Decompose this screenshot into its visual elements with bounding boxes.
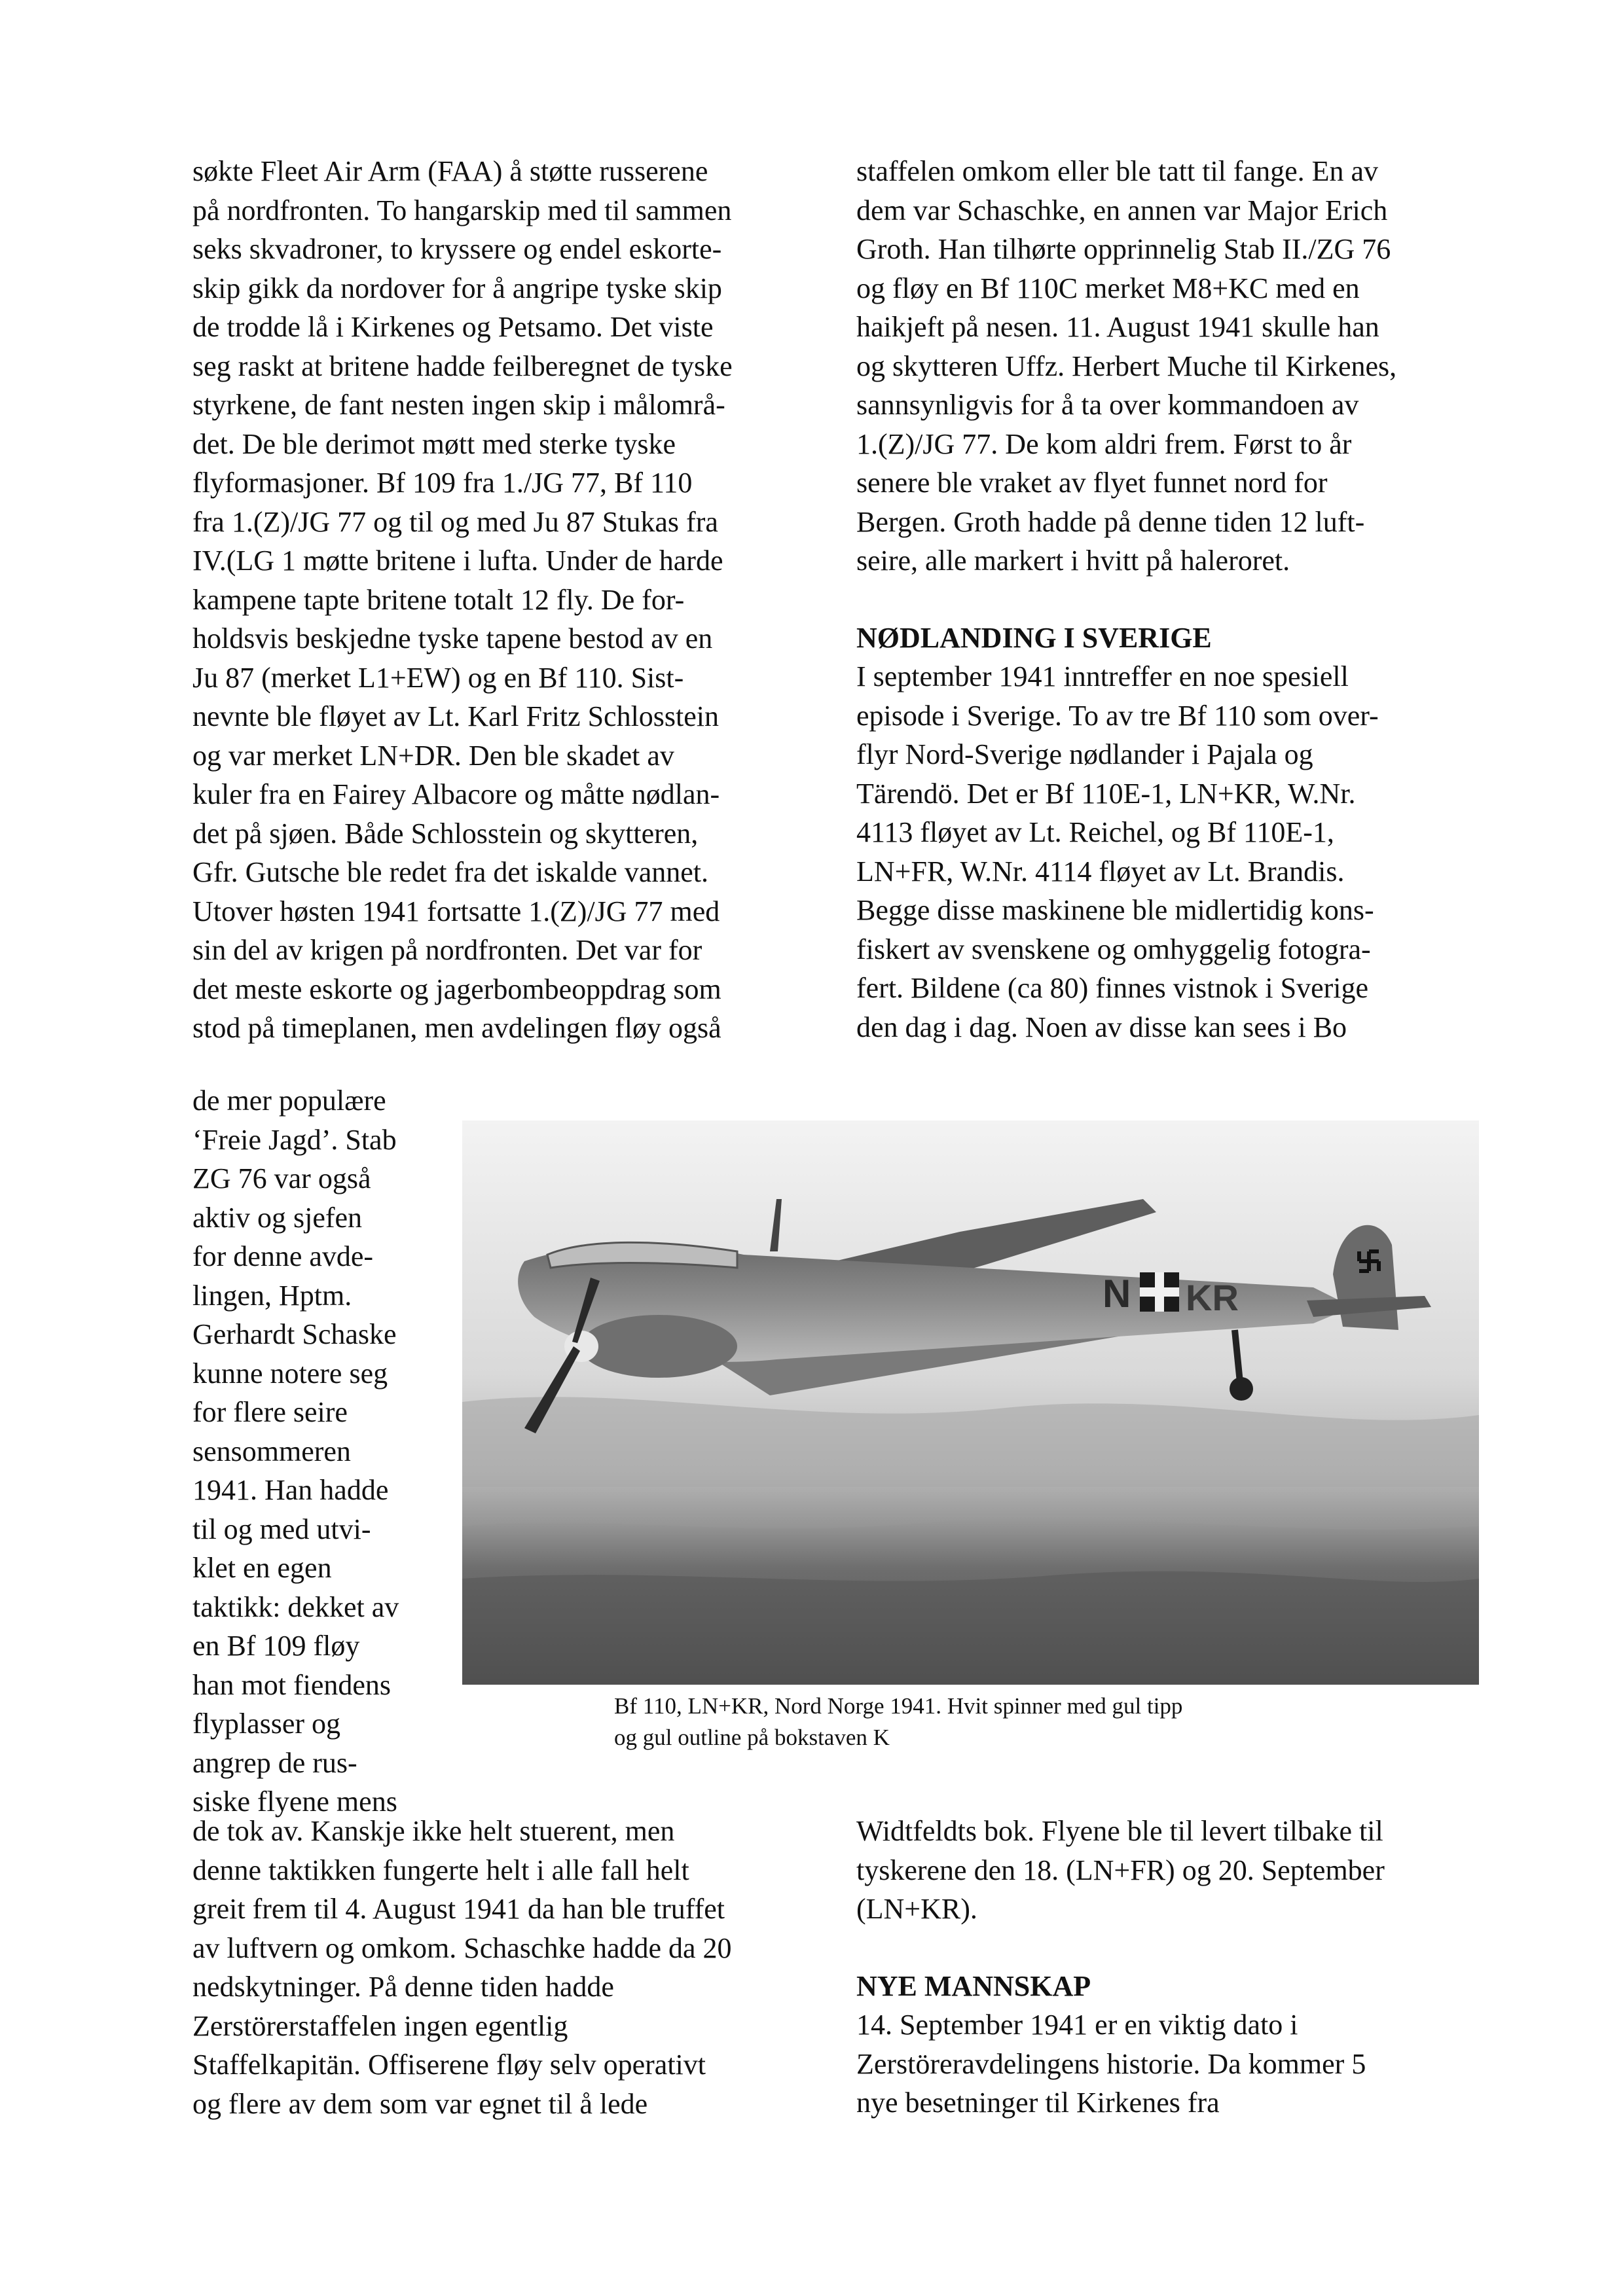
left-top-line: seks skvadroner, to kryssere og endel eskorte- bbox=[192, 233, 722, 265]
right-paragraph-groth bbox=[856, 152, 1396, 581]
left-wrap-line: flyplasser og bbox=[192, 1708, 341, 1740]
right-mid-line: 4113 fløyet av Lt. Reichel, og Bf 110E-1, bbox=[856, 816, 1334, 848]
left-wrap-line: en Bf 109 fløy bbox=[192, 1630, 360, 1662]
left-top-line: Gfr. Gutsche ble redet fra det iskalde vannet. bbox=[192, 856, 709, 888]
left-wrap-line: kunne notere seg bbox=[192, 1357, 388, 1390]
left-top-line: stod på timeplanen, men avdelingen fløy også bbox=[192, 1012, 721, 1044]
right-mid-line: Tärendö. Det er Bf 110E-1, LN+KR, W.Nr. bbox=[856, 777, 1356, 810]
left-top-line: sin del av krigen på nordfronten. Det var for bbox=[192, 934, 702, 966]
right-bottom-line: tyskerene den 18. (LN+FR) og 20. September bbox=[856, 1854, 1385, 1886]
caption-line: og gul outline på bokstaven K bbox=[614, 1725, 890, 1750]
left-column-bottom bbox=[192, 1812, 732, 2123]
left-top-line: IV.(LG 1 møtte britene i lufta. Under de harde bbox=[192, 545, 723, 577]
left-top-line: skip gikk da nordover for å angripe tyske skip bbox=[192, 272, 722, 304]
left-top-line: Ju 87 (merket L1+EW) og en Bf 110. Sist- bbox=[192, 661, 684, 694]
left-bottom-line: Staffelkapitän. Offiserene fløy selv operativt bbox=[192, 2049, 706, 2081]
left-wrap-line: klet en egen bbox=[192, 1552, 332, 1584]
right-paragraph-widtfeldt bbox=[856, 1812, 1385, 1929]
right-top-line: seire, alle markert i hvitt på haleroret. bbox=[856, 545, 1290, 577]
left-top-line: de trodde lå i Kirkenes og Petsamo. Det viste bbox=[192, 311, 714, 343]
left-wrap-line: 1941. Han hadde bbox=[192, 1474, 389, 1506]
balkenkreuz-white-v bbox=[1155, 1272, 1164, 1312]
right-paragraph-sverige bbox=[856, 657, 1396, 1047]
right-top-line: haikjeft på nesen. 11. August 1941 skulle han bbox=[856, 311, 1379, 343]
right-end-line: nye besetninger til Kirkenes fra bbox=[856, 2087, 1220, 2119]
left-wrap-line: sensommeren bbox=[192, 1435, 351, 1467]
left-wrap-line: siske flyene mens bbox=[192, 1785, 397, 1818]
left-wrap-line: for denne avde- bbox=[192, 1240, 374, 1272]
photo-caption bbox=[614, 1691, 1182, 1753]
right-end-line: Zerstöreravdelingens historie. Da kommer 5 bbox=[856, 2047, 1366, 2080]
landscape-ridge bbox=[462, 1571, 1479, 1685]
left-top-line: flyformasjoner. Bf 109 fra 1./JG 77, Bf 110 bbox=[192, 467, 693, 499]
left-top-line: det på sjøen. Både Schlosstein og skytteren, bbox=[192, 817, 699, 850]
left-top-line: kampene tapte britene totalt 12 fly. De for- bbox=[192, 583, 685, 616]
right-top-line: staffelen omkom eller ble tatt til fange. En av bbox=[856, 155, 1379, 187]
right-top-line: Groth. Han tilhørte opprinnelig Stab II./ZG 76 bbox=[856, 233, 1391, 265]
right-top-line: 1.(Z)/JG 77. De kom aldri frem. Først to år bbox=[856, 427, 1352, 460]
right-mid-line: LN+FR, W.Nr. 4114 fløyet av Lt. Brandis. bbox=[856, 855, 1345, 888]
left-top-line: kuler fra en Fairey Albacore og måtte nødlan- bbox=[192, 778, 720, 810]
left-top-line: på nordfronten. To hangarskip med til sammen bbox=[192, 194, 732, 226]
left-bottom-line: greit frem til 4. August 1941 da han ble truffet bbox=[192, 1893, 725, 1925]
right-paragraph-mannskap bbox=[856, 2005, 1385, 2123]
left-top-line: det meste eskorte og jagerbombeoppdrag som bbox=[192, 973, 721, 1005]
left-wrap-line: til og med utvi- bbox=[192, 1513, 371, 1545]
left-wrap-line: Gerhardt Schaske bbox=[192, 1318, 397, 1350]
right-mid-line: fert. Bildene (ca 80) finnes vistnok i Sverige bbox=[856, 972, 1369, 1004]
right-mid-line: flyr Nord-Sverige nødlander i Pajala og bbox=[856, 738, 1313, 770]
left-top-line: nevnte ble fløyet av Lt. Karl Fritz Schlosstein bbox=[192, 700, 720, 732]
left-top-line: det. De ble derimot møtt med sterke tyske bbox=[192, 427, 676, 460]
right-top-line: senere ble vraket av flyet funnet nord for bbox=[856, 467, 1328, 499]
right-top-line: og skytteren Uffz. Herbert Muche til Kirkenes, bbox=[856, 350, 1397, 382]
left-wrap-line: ZG 76 var også bbox=[192, 1162, 371, 1194]
left-bottom-line: denne taktikken fungerte helt i alle fall helt bbox=[192, 1854, 689, 1886]
left-wrap-line: aktiv og sjefen bbox=[192, 1201, 363, 1234]
right-top-line: Bergen. Groth hadde på denne tiden 12 luft- bbox=[856, 505, 1365, 538]
right-top-line: dem var Schaschke, en annen var Major Erich bbox=[856, 194, 1388, 226]
left-wrap-line: angrep de rus- bbox=[192, 1746, 357, 1779]
right-top-line: og fløy en Bf 110C merket M8+KC med en bbox=[856, 272, 1360, 304]
left-top-line: og var merket LN+DR. Den ble skadet av bbox=[192, 739, 674, 772]
left-wrap-line: lingen, Hptm. bbox=[192, 1279, 352, 1312]
right-end-line: 14. September 1941 er en viktig dato i bbox=[856, 2009, 1298, 2041]
left-wrap-line: de mer populære bbox=[192, 1085, 386, 1117]
right-bottom-line: Widtfeldts bok. Flyene ble til levert tilbake til bbox=[856, 1815, 1383, 1847]
right-mid-line: Begge disse maskinene ble midlertidig kons- bbox=[856, 894, 1374, 926]
right-mid-line: episode i Sverige. To av tre Bf 110 som over- bbox=[856, 699, 1379, 732]
left-wrap-line: for flere seire bbox=[192, 1396, 348, 1428]
left-bottom-line: nedskytninger. På denne tiden hadde bbox=[192, 1971, 614, 2003]
left-top-line: seg raskt at britene hadde feilberegnet de tyske bbox=[192, 350, 733, 382]
left-bottom-line: av luftvern og omkom. Schaschke hadde da 20 bbox=[192, 1931, 732, 1964]
left-wrap-line: ‘Freie Jagd’. Stab bbox=[192, 1123, 397, 1156]
left-column-top bbox=[192, 152, 733, 1048]
aircraft-photo bbox=[462, 1121, 1479, 1685]
left-top-line: Utover høsten 1941 fortsatte 1.(Z)/JG 77 med bbox=[192, 895, 720, 927]
right-bottom-line: (LN+KR). bbox=[856, 1893, 977, 1925]
tail-wheel-tire bbox=[1230, 1377, 1253, 1401]
left-bottom-line: de tok av. Kanskje ikke helt stuerent, men bbox=[192, 1815, 675, 1847]
fuselage-code-left: N bbox=[1103, 1272, 1131, 1316]
heading-nodlanding: NØDLANDING I SVERIGE bbox=[856, 621, 1212, 654]
engine-nacelle bbox=[580, 1315, 737, 1378]
left-column-wrap bbox=[192, 1081, 399, 1821]
right-top-line: sannsynligvis for å ta over kommandoen av bbox=[856, 389, 1359, 421]
left-top-line: fra 1.(Z)/JG 77 og til og med Ju 87 Stukas fra bbox=[192, 505, 718, 538]
right-mid-line: fiskert av svenskene og omhyggelig fotogra- bbox=[856, 933, 1371, 965]
left-bottom-line: Zerstörerstaffelen ingen egentlig bbox=[192, 2009, 568, 2042]
heading-nye-mannskap: NYE MANNSKAP bbox=[856, 1969, 1091, 2002]
left-top-line: holdsvis beskjedne tyske tapene bestod av en bbox=[192, 622, 713, 655]
right-mid-line: den dag i dag. Noen av disse kan sees i Bo bbox=[856, 1011, 1347, 1043]
right-mid-line: I september 1941 inntreffer en noe spesiell bbox=[856, 660, 1349, 692]
left-top-line: søkte Fleet Air Arm (FAA) å støtte russerene bbox=[192, 155, 708, 187]
right-column-top bbox=[856, 152, 1396, 1047]
caption-line: Bf 110, LN+KR, Nord Norge 1941. Hvit spinner med gul tipp bbox=[614, 1693, 1183, 1719]
left-bottom-line: og flere av dem som var egnet til å lede bbox=[192, 2087, 648, 2120]
right-column-bottom bbox=[856, 1812, 1385, 2123]
left-wrap-line: han mot fiendens bbox=[192, 1668, 392, 1701]
fuselage-code-right: KR bbox=[1186, 1277, 1239, 1318]
left-wrap-line: taktikk: dekket av bbox=[192, 1590, 399, 1623]
left-top-line: styrkene, de fant nesten ingen skip i målområ- bbox=[192, 389, 725, 421]
